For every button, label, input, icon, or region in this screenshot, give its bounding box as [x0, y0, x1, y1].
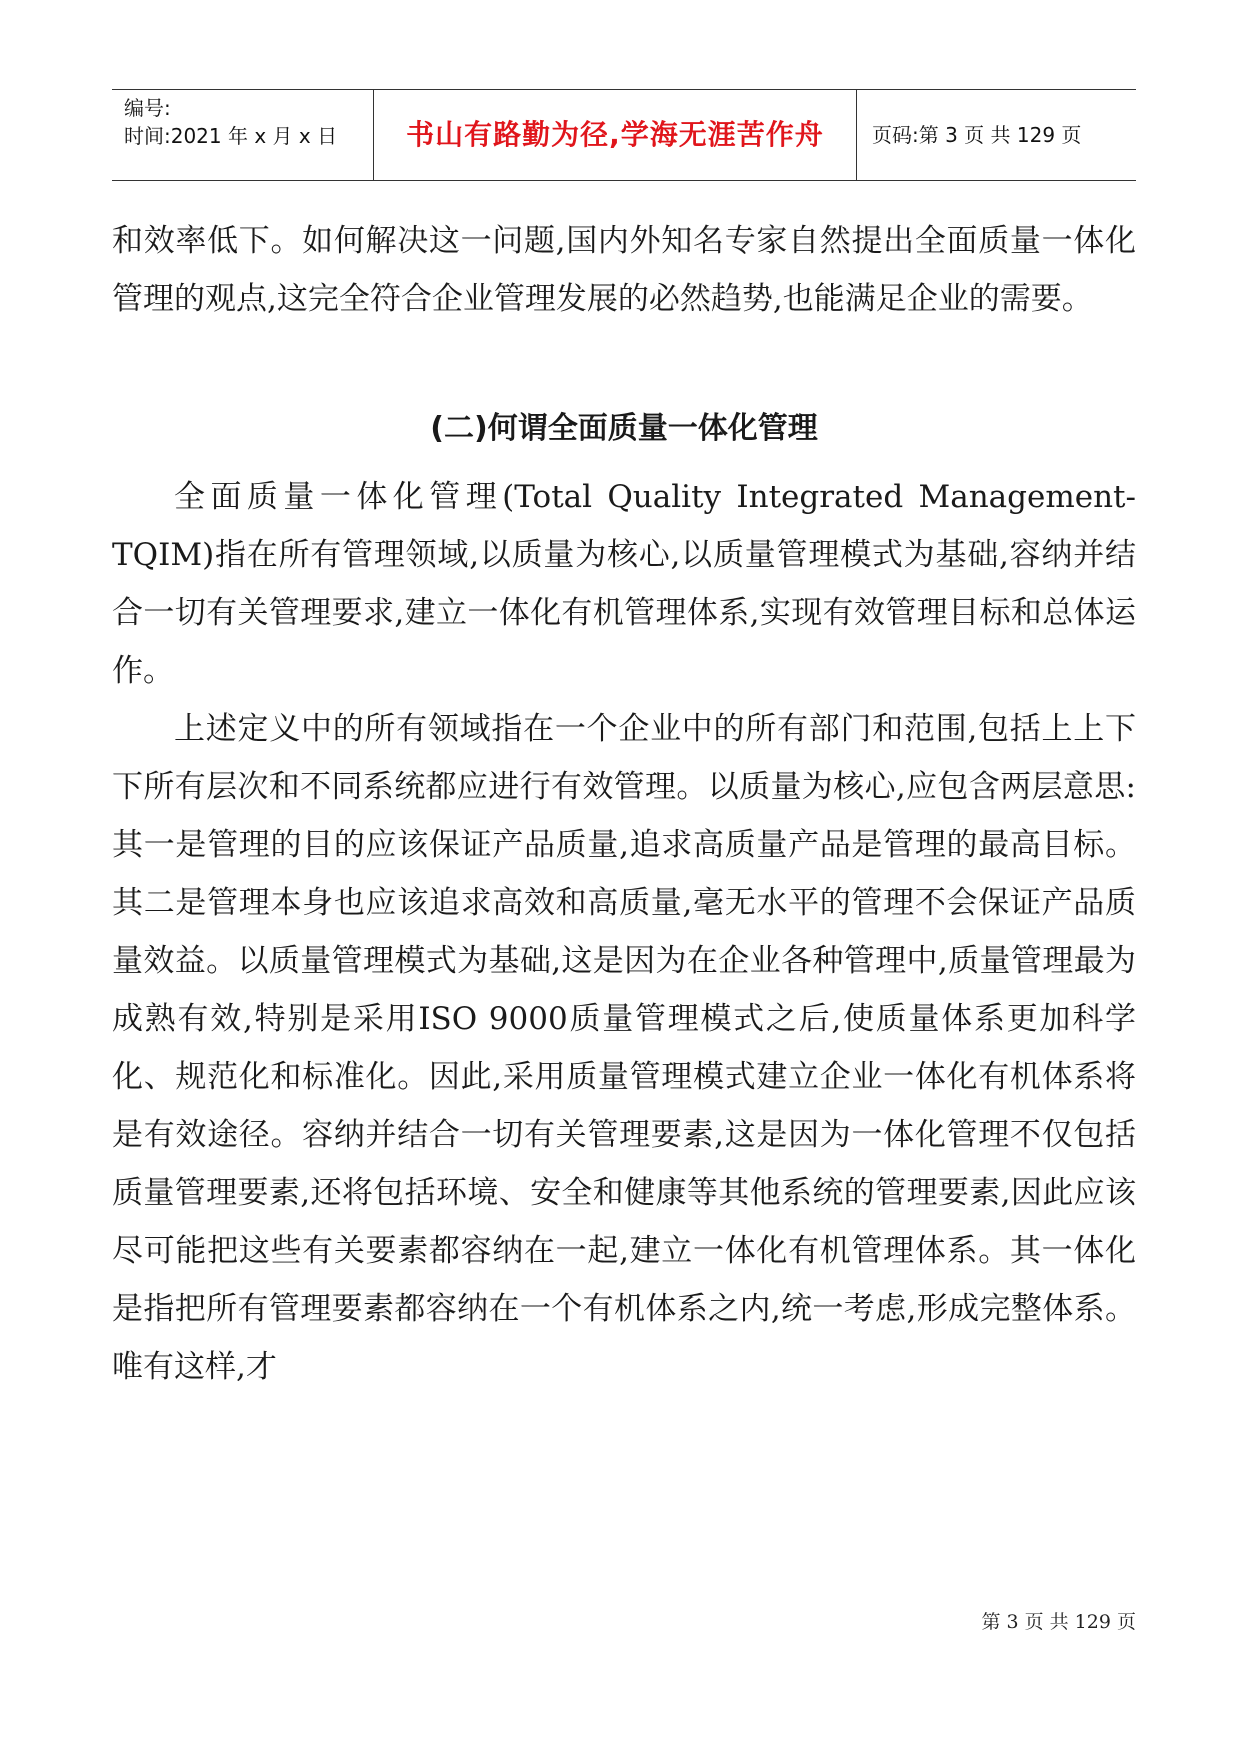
header-motto: 书山有路勤为径,学海无涯苦作舟: [406, 118, 824, 151]
header-time-label: 时间:2021 年 x 月 x 日: [124, 124, 338, 148]
page-header: [112, 89, 1136, 181]
body-paragraph-3: 上述定义中的所有领域指在一个企业中的所有部门和范围,包括上上下下所有层次和不同系统都应进行有效管理。以质量为核心,应包含两层意思:其一是管理的目的应该保证产品质量,追求高质量产品是管理的最高目标。其二是管理本身也应该追求高效和高质量,毫无水平的管理不会保证产品质量效益。以质量管理模式为基础,这是因为在企业各种管理中,质量管理最为成熟有效,特别是采用ISO 9000质量管理模式之后,使质量体系更加科学化、规范化和标准化。因此,采用质量管理模式建立企业一体化有机体系将是有效途径。容纳并结合一切有关管理要素,这是因为一体化管理不仅包括质量管理要素,还将包括环境、安全和健康等其他系统的管理要素,因此应该尽可能把这些有关要素都容纳在一起,建立一体化有机管理体系。其一体化是指把所有管理要素都容纳在一个有机体系之内,统一考虑,形成完整体系。唯有这样,才: [112, 711, 1136, 1385]
page-footer: 第 3 页 共 129 页: [981, 1611, 1136, 1633]
section-heading: (二)何谓全面质量一体化管理: [430, 411, 818, 446]
body-paragraph-2: 全面质量一体化管理(Total Quality Integrated Management-TQIM)指在所有管理领域,以质量为核心,以质量管理模式为基础,容纳并结合一切有关管理要求,建立一体化有机管理体系,实现有效管理目标和总体运作。: [112, 479, 1136, 689]
paragraph-spacer: [112, 328, 1136, 386]
header-meta: [124, 94, 374, 150]
header-divider-right: [856, 90, 857, 180]
body-paragraph-1: 和效率低下。如何解决这一问题,国内外知名专家自然提出全面质量一体化管理的观点,这完全符合企业管理发展的必然趋势,也能满足企业的需要。: [112, 223, 1136, 317]
header-number-label: 编号:: [124, 96, 171, 120]
document-body: [112, 212, 1136, 1396]
header-page-code: 页码:第 3 页 共 129 页: [872, 123, 1082, 147]
